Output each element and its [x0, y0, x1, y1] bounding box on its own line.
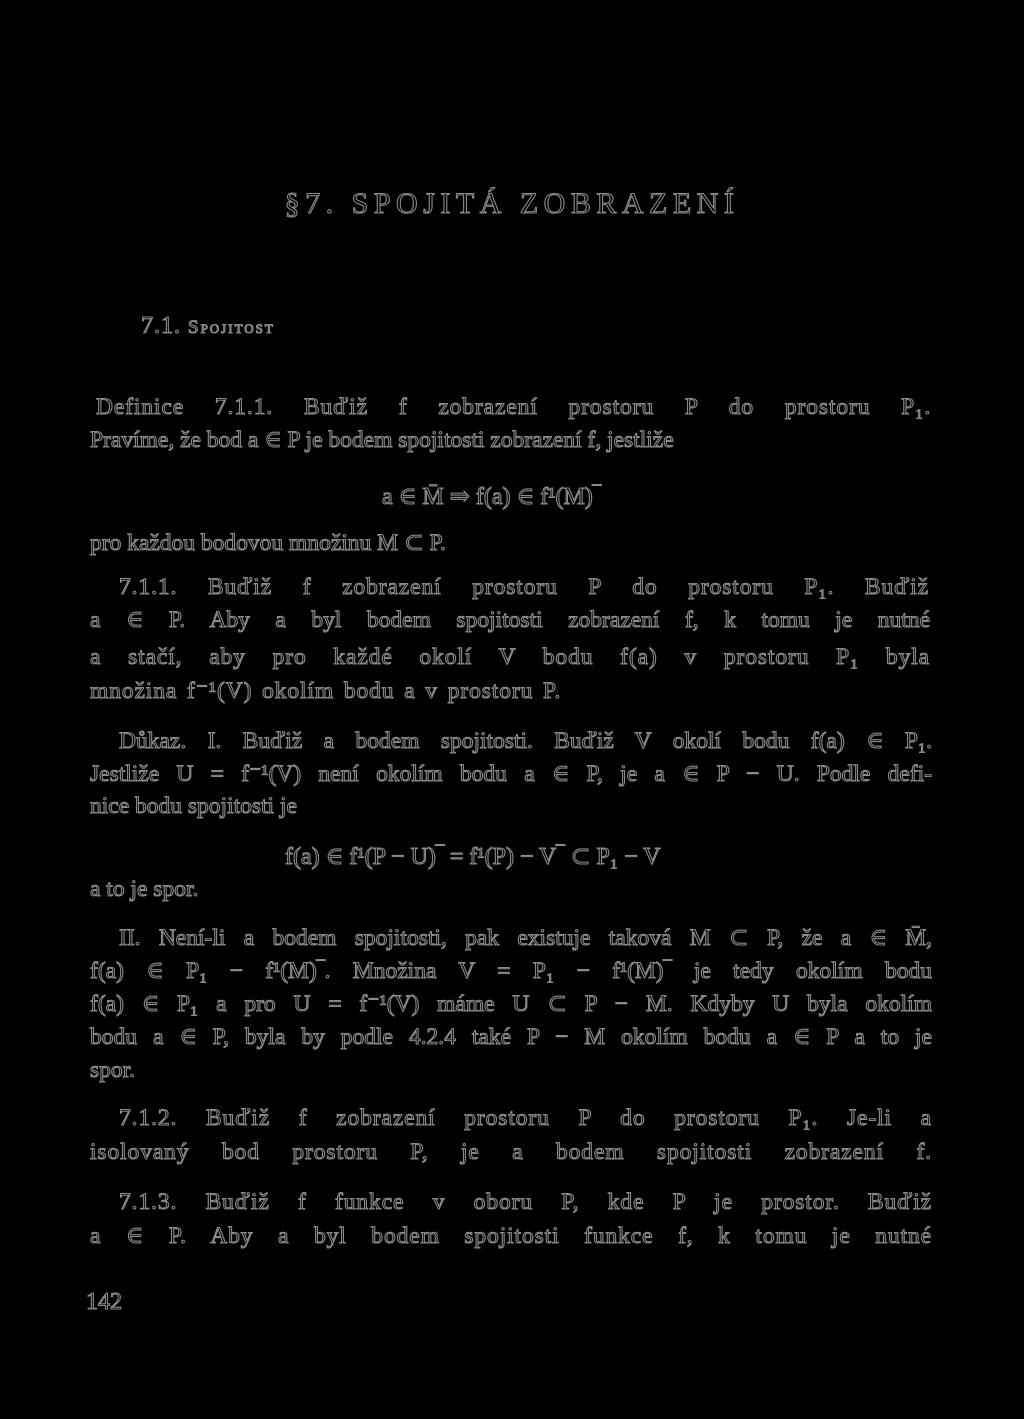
chapter-title: §7. SPOJITÁ ZOBRAZENÍ [284, 187, 740, 220]
proof-line-3: nice bodu spojitosti je [90, 793, 297, 819]
proof-part2-line-1: II. Není-li a bodem spojitosti, pak existuje taková M ⊂ P, že a ∈ M̄, [119, 925, 932, 951]
theorem3-line-2: a ∈ P. Aby a byl bodem spojitosti funkce f, k tomu je nutné [90, 1223, 932, 1249]
section-heading [141, 313, 275, 340]
proof-part2-line-3: f(a) ∈ P₁ a pro U = f⁻¹(V) máme U ⊂ P − M. Kdyby U byla okolím [90, 991, 932, 1017]
proof-part2-line-5: spor. [90, 1057, 136, 1083]
definition-formula: a ∈ M̄ ⇒ f(a) ∈ f¹(M)‾ [382, 484, 601, 510]
proof-formula: f(a) ∈ f¹(P − U)‾ = f¹(P) − V‾ ⊂ P₁ − V [285, 844, 661, 870]
theorem1-line-3: a stačí, aby pro každé okolí V bodu f(a) v prostoru P₁ byla [90, 644, 930, 670]
proof-line-1: Důkaz. I. Buďiž a bodem spojitosti. Buďiž V okolí bodu f(a) ∈ P₁. [119, 728, 932, 754]
proof-part2-line-2: f(a) ∈ P₁ − f¹(M)‾. Množina V = P₁ − f¹(M)‾ je tedy okolím bodu [90, 958, 932, 984]
definition-line-1: Definice 7.1.1. Buďiž f zobrazení prostoru P do prostoru P₁. [96, 394, 931, 420]
theorem2-line-2: isolovaný bod prostoru P, je a bodem spojitosti zobrazení f. [90, 1139, 932, 1165]
page-number: 142 [86, 1289, 122, 1315]
section-label: Spojitost [188, 317, 275, 338]
proof-line-2: Jestliže U = f⁻¹(V) není okolím bodu a ∈ P, je a ∈ P − U. Podle defi- [90, 761, 932, 787]
theorem3-line-1: 7.1.3. Buďiž f funkce v oboru P, kde P je prostor. Buďiž [119, 1189, 932, 1215]
theorem2-line-1: 7.1.2. Buďiž f zobrazení prostoru P do prostoru P₁. Je-li a [119, 1105, 932, 1131]
theorem1-line-1: 7.1.1. Buďiž f zobrazení prostoru P do prostoru P₁. Buďiž [119, 574, 929, 600]
theorem1-line-2: a ∈ P. Aby a byl bodem spojitosti zobrazení f, k tomu je nutné [90, 607, 930, 633]
theorem1-line-4: množina f⁻¹(V) okolím bodu a v prostoru P. [90, 678, 562, 704]
section-number: 7.1. [141, 313, 181, 339]
proof-part2-line-4: bodu a ∈ P, byla by podle 4.2.4 také P − M okolím bodu a ∈ P a to je [90, 1024, 932, 1050]
definition-line-2: Pravíme, že bod a ∈ P je bodem spojitosti zobrazení f, jestliže [90, 427, 674, 453]
proof-after: a to je spor. [90, 876, 199, 902]
definition-after: pro každou bodovou množinu M ⊂ P. [90, 530, 446, 556]
